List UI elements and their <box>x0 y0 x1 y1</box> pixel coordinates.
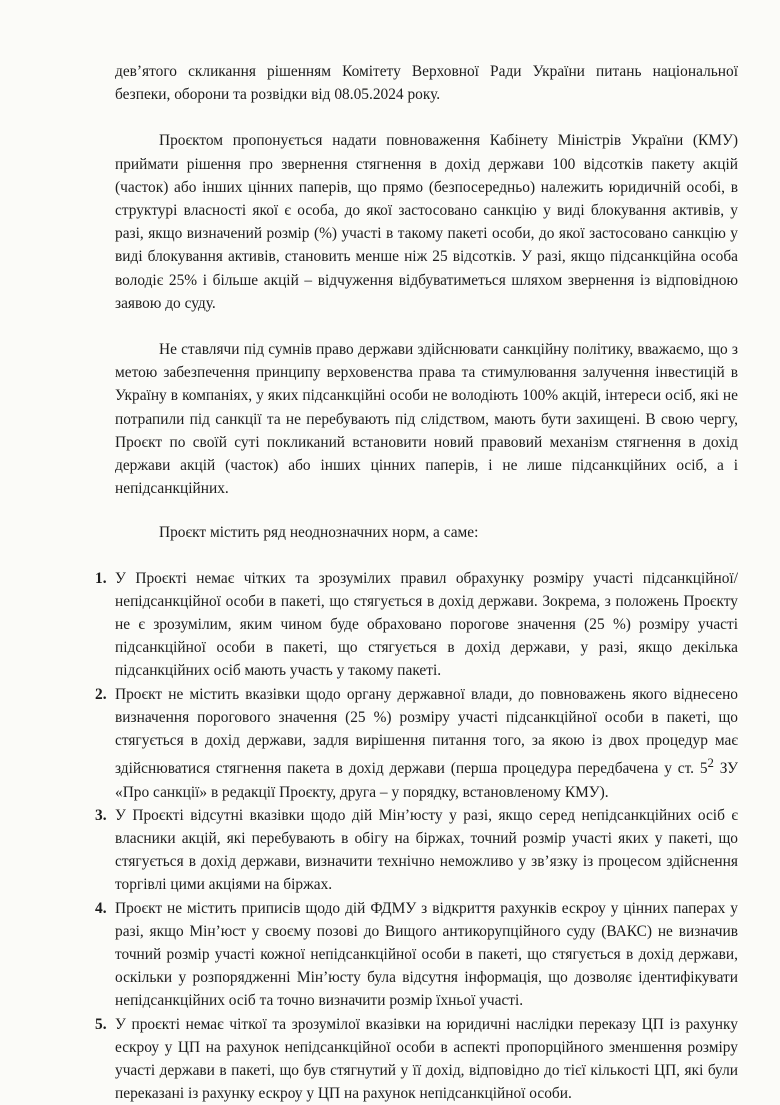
list-item <box>95 1013 738 1105</box>
list-item <box>95 897 738 1013</box>
list-item-text: Проєкт не містить вказівки щодо органу державної влади, до повноважень якого віднесено визначення порогового значення (25 %) розміру участі підсанкційної особи в пакеті, що стягується в дохід держави, задля вирішення питання того, за якою із двох процедур має здійснюватися стягнення пакета в дохід держави (перша процедура передбачена у ст. 5 <box>115 685 738 778</box>
list-item <box>95 683 738 804</box>
paragraph-1: Проєктом пропонується надати повноваження Кабінету Міністрів України (КМУ) приймати рішення про звернення стягнення в дохід держави 100 відсотків пакету акцій (часток) або інших цінних паперів, що прямо (безпосередньо) належить юридичній особі, в структурі власності якої є особа, до якої застосовано санкцію у виді блокування активів, у разі, якщо визначений розмір (%) участі в такому пакеті особи, до якої застосовано санкцію у виді блокування активів, становить менше ніж 25 відсотків. У разі, якщо підсанкційна особа володіє 25% і більше акцій – відчуження відбуватиметься шляхом звернення із відповідною заявою до суду. <box>115 132 738 312</box>
list-item-number: 5. <box>95 1015 107 1033</box>
list-item-number: 1. <box>95 569 107 587</box>
superscript: 2 <box>707 756 714 771</box>
list-item-number: 3. <box>95 806 107 824</box>
list-item-text: У проєкті немає чіткої та зрозумілої вказівки на юридичні наслідки переказу ЦП із рахунку ескроу у ЦП на рахунок непідсанкційної особи в аспекті пропорційного зменшення розміру участі держави в пакеті, що був стягнутий у її дохід, відповідно до тієї кількості ЦП, які були переказані із рахунку ескроу у ЦП на рахунок непідсанкційної особи. <box>115 1015 738 1103</box>
list-item-text: У Проєкті відсутні вказівки щодо дій Мін’юсту у разі, якщо серед непідсанкційних осіб є власники акцій, які перебувають в обігу на біржах, точний розмір участі яких у пакеті, що стягується в дохід держави, визначити технічно неможливо у зв’язку із процесом здійснення торгівлі цими акціями на біржах. <box>115 806 738 894</box>
list-item-number: 2. <box>95 685 107 703</box>
list-item-number: 4. <box>95 899 107 917</box>
paragraph-2: Не ставлячи під сумнів право держави здійснювати санкційну політику, вважаємо, що з метою забезпечення принципу верховенства права та стимулювання залучення інвестицій в Україну в компаніях, у яких підсанкційні особи не володіють 100% акцій, інтереси осіб, які не потрапили під санкції та не перебувають під слідством, мають бути захищені. В свою чергу, Проєкт по своїй суті покликаний встановити новий правовий механізм стягнення в дохід держави акцій (часток) або інших цінних паперів, і не лише підсанкційних осіб, а і непідсанкційних. <box>115 341 738 498</box>
list-item <box>95 567 738 683</box>
numbered-list <box>95 567 738 1105</box>
list-item-text: ЗУ «Про санкції» в редакції Проєкту, друга – у порядку, встановленому КМУ). <box>115 760 738 801</box>
continuation-paragraph: дев’ятого скликання рішенням Комітету Верховної Ради України питань національної безпеки, оборони та розвідки від 08.05.2024 року. <box>115 63 738 104</box>
list-item-text: Проєкт не містить приписів щодо дій ФДМУ з відкриття рахунків ескроу у цінних паперах у разі, якщо Мін’юст у своєму позові до Вищого антикорупційного суду (ВАКС) не визначив точний розмір участі кожної непідсанкційної особи в пакеті, що стягується в дохід держави, оскільки у розпорядженні Мін’юсту була відсутня інформація, що дозволяє ідентифікувати непідсанкційних осіб та точно визначити розмір їхньої участі. <box>115 899 738 1010</box>
list-item <box>95 804 738 897</box>
list-intro: Проєкт містить ряд неоднозначних норм, а саме: <box>159 524 479 542</box>
list-item-text: У Проєкті немає чітких та зрозумілих правил обрахунку розміру участі підсанкційної/непідсанкційної особи в пакеті, що стягується в дохід держави. Зокрема, з положень Проєкту не є зрозумілим, яким чином буде обраховано порогове значення (25 %) розміру участі підсанкційної особи в пакеті, що стягується в дохід держави, у разі, якщо декілька підсанкційних осіб мають участь у такому пакеті. <box>115 569 738 680</box>
